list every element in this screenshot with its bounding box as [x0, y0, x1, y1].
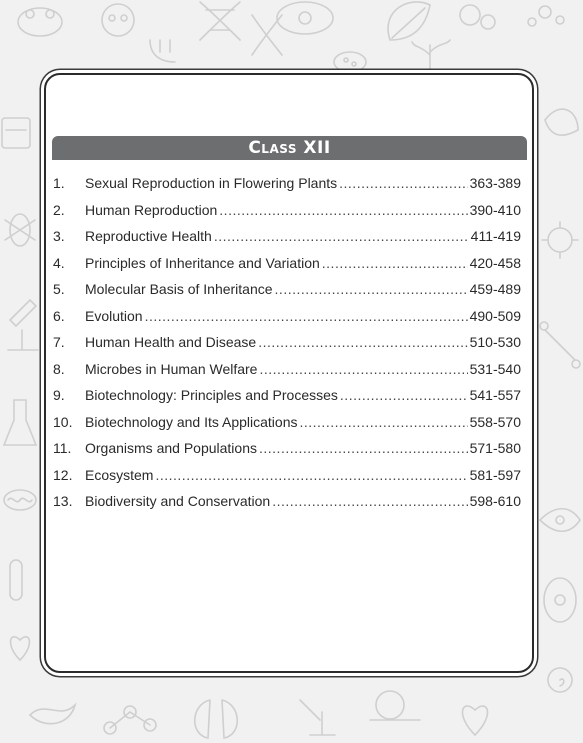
- toc-pages: 390-410: [469, 201, 521, 218]
- toc-title: Biodiversity and Conservation: [85, 493, 271, 509]
- toc-number: 11.: [53, 440, 72, 456]
- toc-pages: 420-458: [469, 254, 521, 271]
- eye-doodle-icon: [540, 509, 580, 532]
- toc-row[interactable]: [53, 361, 521, 388]
- toc-title: Molecular Basis of Inheritance: [85, 281, 273, 297]
- toc-title: Microbes in Human Welfare: [85, 360, 258, 377]
- calculator-doodle-icon: [2, 118, 30, 148]
- dot-leader: [340, 387, 468, 403]
- toc-number: 3.: [53, 228, 65, 244]
- toc-number: 9.: [53, 387, 65, 403]
- toc-pages: 490-509: [469, 307, 521, 324]
- toc-number: 4.: [53, 254, 65, 271]
- toc-title: Human Health and Disease: [85, 334, 257, 350]
- lungs-doodle-icon: [195, 700, 238, 738]
- toc-number: 12.: [53, 466, 73, 483]
- dot-leader: [145, 308, 468, 324]
- toc-pages: 581-597: [469, 466, 521, 483]
- snail-doodle-icon-2: [370, 691, 420, 720]
- toc-pages: 531-540: [469, 360, 521, 377]
- leaf-doodle-icon-2: [545, 109, 578, 135]
- toc-number: 6.: [53, 307, 65, 324]
- molecule-doodle-icon: [104, 706, 156, 734]
- toc-row[interactable]: [53, 387, 521, 414]
- toc-row[interactable]: [53, 255, 521, 282]
- class-title: Class XII: [248, 138, 331, 158]
- dot-leader: [259, 361, 467, 377]
- dot-leader: [214, 228, 469, 244]
- toc-pages: 598-610: [469, 493, 521, 509]
- toc-row[interactable]: [53, 308, 521, 335]
- dot-leader: [299, 414, 467, 430]
- toc-pages: 558-570: [469, 413, 521, 430]
- toc-title: Biotechnology: Principles and Processes: [85, 387, 338, 403]
- cell-doodle-icon-2: [544, 578, 576, 622]
- microscope-doodle-icon-2: [300, 700, 335, 735]
- heart-doodle-icon-2: [462, 706, 487, 735]
- toc-pages: 571-580: [469, 440, 521, 456]
- toc-title: Evolution: [85, 307, 143, 324]
- toc-row[interactable]: [53, 175, 521, 202]
- frog-doodle-icon: [18, 8, 62, 36]
- test-tube-doodle-icon: [10, 560, 22, 600]
- virus-doodle-icon: [542, 222, 578, 258]
- dot-leader: [155, 467, 467, 483]
- toc-number: 13.: [53, 493, 73, 509]
- cell-doodle-icon: [277, 2, 333, 34]
- toc-number: 2.: [53, 201, 65, 218]
- toc-number: 5.: [53, 281, 65, 297]
- toc-row[interactable]: [53, 202, 521, 229]
- toc-row[interactable]: [53, 440, 521, 467]
- dot-leader: [275, 281, 468, 297]
- toc-row[interactable]: [53, 467, 521, 494]
- seed-doodle-icon: [334, 52, 366, 72]
- table-of-contents: [53, 175, 521, 520]
- bacteria-doodle-icon: [460, 5, 495, 29]
- toc-row[interactable]: [53, 493, 521, 520]
- hand-doodle-icon: [150, 40, 175, 62]
- pawprint-doodle-icon: [528, 6, 564, 26]
- bird-doodle-icon: [30, 705, 75, 724]
- dot-leader: [272, 493, 467, 509]
- toc-number: 1.: [53, 175, 65, 191]
- dot-leader: [259, 440, 468, 456]
- dot-leader: [322, 255, 468, 271]
- toc-title: Sexual Reproduction in Flowering Plants: [85, 175, 338, 191]
- toc-title: Principles of Inheritance and Variation: [85, 254, 320, 271]
- toc-pages: 363-389: [469, 175, 521, 191]
- toc-row[interactable]: [53, 228, 521, 255]
- toc-number: 10.: [53, 413, 73, 430]
- toc-pages: 459-489: [469, 281, 521, 297]
- toc-title: Organisms and Populations: [85, 440, 257, 456]
- snail-doodle-icon: [548, 668, 572, 692]
- toc-pages: 510-530: [469, 334, 521, 350]
- plant-doodle-icon: [412, 40, 450, 70]
- flask-doodle-icon: [4, 400, 36, 445]
- bug-doodle-icon: [5, 214, 35, 246]
- toc-row[interactable]: [53, 281, 521, 308]
- toc-title: Biotechnology and Its Applications: [85, 413, 298, 430]
- toc-title: Ecosystem: [85, 466, 154, 483]
- toc-pages: 411-419: [470, 228, 521, 244]
- dna-doodle-icon: [200, 2, 240, 40]
- toc-title: Human Reproduction: [85, 201, 218, 218]
- dot-leader: [339, 175, 467, 191]
- toc-pages: 541-557: [469, 387, 521, 403]
- toc-row[interactable]: [53, 414, 521, 441]
- mitochondria-doodle-icon: [4, 490, 36, 510]
- heart-doodle-icon: [11, 637, 30, 660]
- microscope-doodle-icon: [8, 300, 38, 350]
- dot-leader: [219, 202, 467, 218]
- toc-title: Reproductive Health: [85, 228, 212, 244]
- leaf-doodle-icon: [388, 2, 430, 40]
- toc-row[interactable]: [53, 334, 521, 361]
- bone-doodle-icon: [540, 322, 580, 368]
- toc-number: 8.: [53, 360, 65, 377]
- skull-doodle-icon: [102, 4, 134, 36]
- toc-number: 7.: [53, 334, 65, 350]
- dot-leader: [258, 334, 467, 350]
